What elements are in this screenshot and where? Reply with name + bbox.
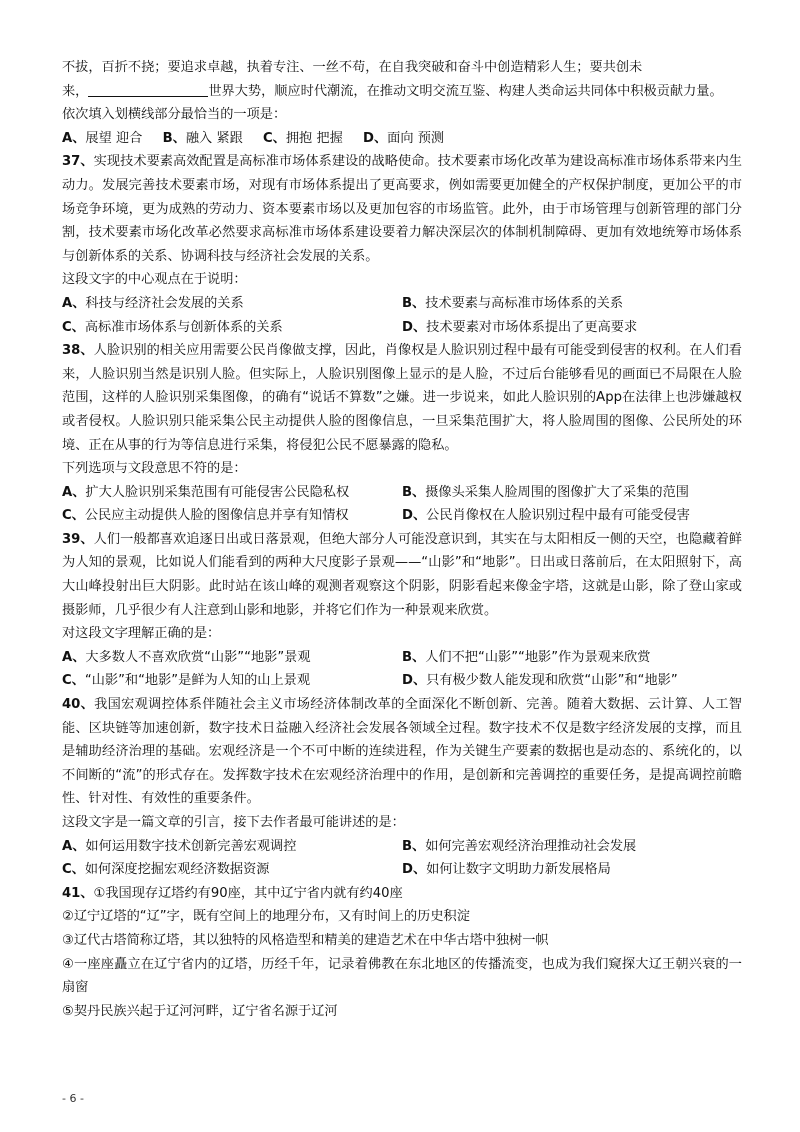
q38-option-c: C、公民应主动提供人脸的图像信息并享有知情权: [62, 508, 349, 524]
q38-prompt: 下列选项与文段意思不符的是：: [62, 461, 247, 477]
q39-option-b: B、人们不把“山影”“地影”作为景观来欣赏: [402, 649, 651, 665]
q40-option-c: C、如何深度挖掘宏观经济数据资源: [62, 862, 270, 878]
q40-options-row1: [62, 835, 742, 859]
q37-options-row1: [62, 292, 742, 316]
q37-option-c: C、高标准市场体系与创新体系的关系: [62, 319, 283, 335]
q36-option-c: C、拥抱 把握: [262, 130, 343, 146]
q39-option-a: A、大多数人不喜欢欣赏“山影”“地影”景观: [62, 649, 311, 665]
q39-option-d: D、只有极少数人能发现和欣赏“山影”和“地影”: [402, 673, 678, 689]
passage-line2-prefix: 来，: [62, 83, 89, 99]
q37-stem: [62, 150, 742, 268]
q41-item-1: 41、①我国现存辽塔约有90座，其中辽宁省内就有约40座: [62, 885, 403, 901]
q38-number: 38、: [62, 343, 94, 359]
q38-option-a: A、扩大人脸识别采集范围有可能侵害公民隐私权: [62, 484, 350, 500]
q37-option-d: D、技术要素对市场体系提出了更高要求: [402, 319, 638, 335]
q39-stem: [62, 528, 742, 622]
q38-options-row1: [62, 481, 742, 505]
q39-prompt: 对这段文字理解正确的是：: [62, 626, 221, 642]
passage-line2-suffix: 世界大势，顺应时代潮流，在推动文明交流互鉴、构建人类命运共同体中积极贡献力量。: [208, 83, 723, 99]
passage-continued-line2: [62, 80, 742, 104]
q37-option-a: A、科技与经济社会发展的关系: [62, 295, 244, 311]
q39-text: 人们一般都喜欢追逐日出或日落景观，但绝大部分人可能没意识到，其实在与太阳相反一侧的天空，也隐藏着鲜为人知的景观，比如说人们能看到的两种大尺度影子景观——“山影”和“地影”。日出或日落前后，在太阳照射下，高大山峰投射出巨大阴影。此时站在该山峰的观测者观察这个阴影，阴影看起来像金字塔，这就是山影，除了登山家或摄影师，几乎很少有人注意到山影和地影，并将它们作为一种景观来欣赏。: [62, 531, 742, 618]
page-content: [62, 56, 742, 1023]
passage-continued-line1: 不拔，百折不挠；要追求卓越，执着专注、一丝不苟，在自我突破和奋斗中创造精彩人生；要共创未: [62, 60, 643, 75]
page-number: - 6 -: [62, 1092, 84, 1105]
q36-option-d: D、面向 预测: [363, 130, 445, 146]
q37-option-b: B、技术要素与高标准市场体系的关系: [402, 295, 624, 311]
q41-item-4: ④一座座矗立在辽宁省内的辽塔，历经千年，记录着佛教在东北地区的传播流变，也成为我们窥探大辽王朝兴衰的一扇窗: [62, 956, 742, 996]
q41-item-3: ③辽代古塔简称辽塔，其以独特的风格造型和精美的建造艺术在中华古塔中独树一帜: [62, 932, 549, 948]
q40-number: 40、: [62, 697, 95, 713]
q38-stem: [62, 339, 742, 457]
q40-option-a: A、如何运用数字技术创新完善宏观调控: [62, 838, 297, 854]
q38-option-d: D、公民肖像权在人脸识别过程中最有可能受侵害: [402, 508, 690, 524]
q37-number: 37、: [62, 154, 94, 170]
q40-stem: [62, 693, 742, 811]
q37-prompt: 这段文字的中心观点在于说明：: [62, 272, 247, 288]
q39-options-row1: [62, 646, 742, 670]
q37-options-row2: [62, 316, 742, 340]
q38-text: 人脸识别的相关应用需要公民肖像做支撑，因此，肖像权是人脸识别过程中最有可能受到侵害的权利。在人们看来，人脸识别当然是识别人脸。但实际上，人脸识别图像上显示的是人脸，不过后台能够看见的画面已不局限在人脸范围，这样的人脸识别采集图像，的确有“说话不算数”之嫌。进一步说来，如此人脸识别的App在法律上也涉嫌越权或者侵权。人脸识别只能采集公民主动提供人脸的图像信息，一旦采集范围扩大，将人脸周围的图像、公民所处的环境、正在从事的行为等信息进行采集，将侵犯公民不愿暴露的隐私。: [62, 343, 742, 453]
q40-text: 我国宏观调控体系伴随社会主义市场经济体制改革的全面深化不断创新、完善。随着大数据、云计算、人工智能、区块链等加速创新，数字技术日益融入经济社会发展各领域全过程。数字技术不仅是数字经济发展的支撑，而且是辅助经济治理的基础。宏观经济是一个不可中断的连续进程，作为关键生产要素的数据也是动态的、系统化的，以不间断的“流”的形式存在。发挥数字技术在宏观经济治理中的作用，是创新和完善调控的重要任务，是提高调控前瞻性、针对性、有效性的重要条件。: [62, 697, 742, 807]
q36-options: [62, 127, 742, 151]
q39-options-row2: [62, 669, 742, 693]
q36-option-b: B、融入 紧跟: [162, 130, 243, 146]
q40-option-d: D、如何让数字文明助力新发展格局: [402, 862, 611, 878]
q41-number: 41、: [62, 885, 94, 901]
q41-item-5: ⑤契丹民族兴起于辽河河畔，辽宁省名源于辽河: [62, 1003, 338, 1019]
q40-options-row2: [62, 858, 742, 882]
q38-option-b: B、摄像头采集人脸周围的图像扩大了采集的范围: [402, 484, 689, 500]
q36-option-a: A、展望 迎合: [62, 130, 143, 146]
q39-number: 39、: [62, 531, 94, 547]
q40-option-b: B、如何完善宏观经济治理推动社会发展: [402, 838, 637, 854]
q38-options-row2: [62, 504, 742, 528]
q40-prompt: 这段文字是一篇文章的引言，接下去作者最可能讲述的是：: [62, 815, 405, 830]
q39-option-c: C、“山影”和“地影”是鲜为人知的山上景观: [62, 673, 311, 689]
q41-item-2: ②辽宁辽塔的“辽”字，既有空间上的地理分布，又有时间上的历史积淀: [62, 909, 470, 925]
q37-text: 实现技术要素高效配置是高标准市场体系建设的战略使命。技术要素市场化改革为建设高标准市场体系带来内生动力。发展完善技术要素市场，对现有市场体系提出了更高要求，例如需要更加健全的产权保护制度，更加公平的市场竞争环境，更为成熟的劳动力、资本要素市场以及更加包容的市场监管。此外，由于市场管理与创新管理的部门分割，技术要素市场化改革必然要求高标准市场体系建设要着力解决深层次的体制机制障碍、更加有效地统筹市场体系与创新体系的关系、协调科技与经济社会发展的关系。: [62, 154, 742, 264]
q36-prompt: 依次填入划横线部分最恰当的一项是：: [62, 107, 287, 123]
fill-in-blank: [88, 82, 208, 97]
